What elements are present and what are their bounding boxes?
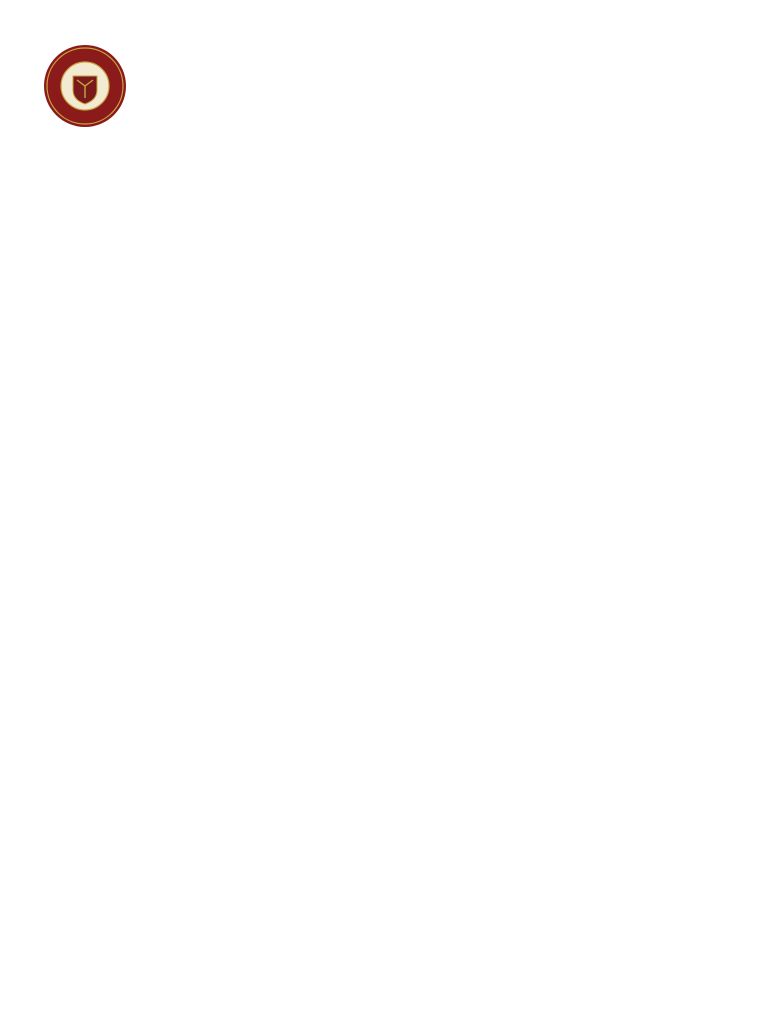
arrow-bullet-icon: [69, 737, 80, 748]
arrow-bullet-icon: [69, 279, 80, 290]
arrow-bullet-icon: [69, 491, 80, 502]
arrow-bullet-icon: [69, 818, 80, 829]
arrow-bullet-icon: [430, 491, 441, 502]
arrow-bullet-icon: [135, 180, 146, 191]
arrow-bullet-icon: [69, 507, 80, 518]
arrow-bullet-icon: [69, 573, 80, 584]
arrow-bullet-icon: [69, 769, 80, 780]
arrow-bullet-icon: [69, 327, 80, 338]
arrow-bullet-icon: [430, 426, 441, 437]
arrow-bullet-icon: [430, 475, 441, 486]
arrow-bullet-icon: [430, 834, 441, 845]
arrow-bullet-icon: [69, 524, 80, 535]
arrow-bullet-icon: [69, 704, 80, 715]
arrow-bullet-icon: [69, 851, 80, 862]
arrow-bullet-icon: [430, 507, 441, 518]
arrow-bullet-icon: [430, 540, 441, 551]
arrow-bullet-icon: [69, 426, 80, 437]
arrow-bullet-icon: [69, 834, 80, 845]
arrow-bullet-icon: [69, 295, 80, 306]
arrow-bullet-icon: [69, 344, 80, 355]
arrow-bullet-icon: [69, 377, 80, 388]
arrow-bullet-icon: [430, 867, 441, 878]
arrow-bullet-icon: [430, 524, 441, 535]
arrow-bullet-icon: [135, 213, 146, 224]
arrow-bullet-icon: [430, 393, 441, 404]
arrow-bullet-icon: [69, 475, 80, 486]
arrow-bullet-icon: [69, 606, 80, 617]
college-seal: [43, 44, 127, 128]
arrow-bullet-icon: [69, 655, 80, 666]
arrow-bullet-icon: [430, 818, 441, 829]
arrow-bullet-icon: [430, 851, 441, 862]
arrow-bullet-icon: [69, 589, 80, 600]
arrow-bullet-icon: [69, 622, 80, 633]
arrow-bullet-icon: [69, 540, 80, 551]
arrow-bullet-icon: [135, 164, 146, 175]
arrow-bullet-icon: [69, 916, 80, 927]
